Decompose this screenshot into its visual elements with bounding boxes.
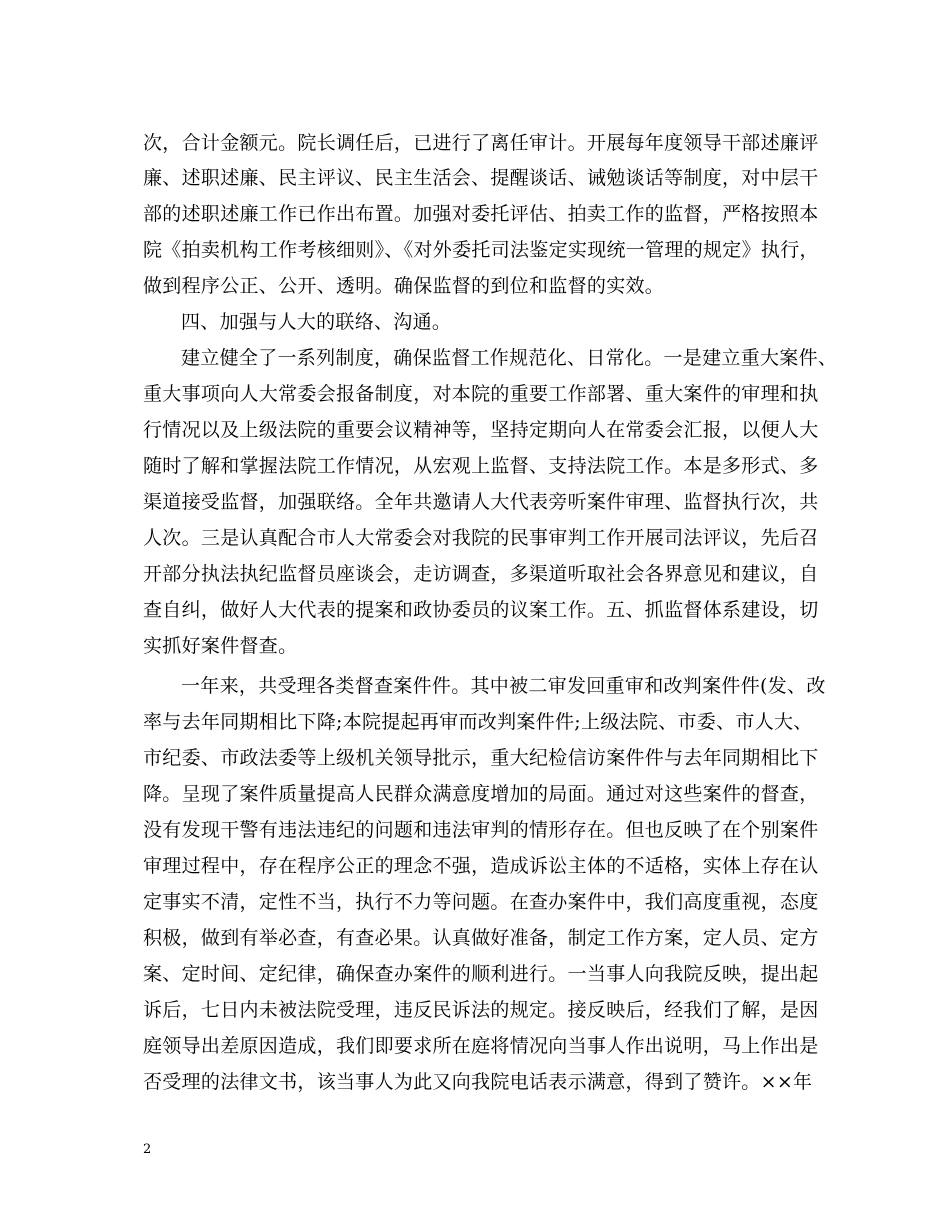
text-line: 渠道接受监督，加强联络。全年共邀请人大代表旁听案件审理、监督执行次，共: [143, 491, 819, 513]
text-line: 没有发现干警有违法违纪的问题和违法审判的情形存在。但也反映了在个别案件: [143, 819, 819, 841]
text-line: 定事实不清，定性不当，执行不力等问题。在查办案件中，我们高度重视，态度: [143, 891, 819, 913]
text-line: 否受理的法律文书，该当事人为此又向我院电话表示满意，得到了赞许。××年: [143, 1071, 813, 1093]
text-line: 查自纠，做好人大代表的提案和政协委员的议案工作。五、抓监督体系建设，切: [143, 599, 819, 621]
text-line: 诉后，七日内未被法院受理，违反民诉法的规定。接反映后，经我们了解，是因: [143, 999, 819, 1021]
text-line: 随时了解和掌握法院工作情况，从宏观上监督、支持法院工作。本是多形式、多: [143, 455, 819, 477]
text-line: 率与去年同期相比下降;本院提起再审而改判案件件;上级法院、市委、市人大、: [143, 711, 813, 733]
text-line: 次，合计金额元。院长调任后，已进行了离任审计。开展每年度领导干部述廉评: [143, 132, 819, 154]
text-line: 降。呈现了案件质量提高人民群众满意度增加的局面。通过对这些案件的督查，: [143, 783, 819, 805]
text-line: 重大事项向人大常委会报备制度，对本院的重要工作部署、重大案件的审理和执: [143, 383, 819, 405]
text-line: 开部分执法执纪监督员座谈会，走访调查，多渠道听取社会各界意见和建议，自: [143, 563, 819, 585]
text-line: 行情况以及上级法院的重要会议精神等，坚持定期向人在常委会汇报，以便人大: [143, 419, 819, 441]
text-line: 实抓好案件督查。: [143, 635, 298, 657]
text-line: 做到程序公正、公开、透明。确保监督的到位和监督的实效。: [143, 275, 665, 297]
text-line: 积极，做到有举必查，有查必果。认真做好准备，制定工作方案，定人员、定方: [143, 927, 819, 949]
text-line: 审理过程中，存在程序公正的理念不强，造成诉讼主体的不适格，实体上存在认: [143, 855, 819, 877]
text-line: 建立健全了一系列制度，确保监督工作规范化、日常化。一是建立重大案件、: [181, 347, 838, 369]
text-line: 一年来，共受理各类督查案件件。其中被二审发回重审和改判案件件(发、改: [181, 675, 826, 697]
text-line: 案、定时间、定纪律，确保查办案件的顺利进行。一当事人向我院反映，提出起: [143, 963, 819, 985]
text-line: 人次。三是认真配合市人大常委会对我院的民事审判工作开展司法评议，先后召: [143, 527, 819, 549]
text-line: 院《拍卖机构工作考核细则》、《对外委托司法鉴定实现统一管理的规定》执行，: [143, 239, 819, 261]
page-number: 2: [143, 1142, 152, 1157]
text-line: 廉、述职述廉、民主评议、民主生活会、提醒谈话、诫勉谈话等制度，对中层干: [143, 167, 819, 189]
text-line: 部的述职述廉工作已作出布置。加强对委托评估、拍卖工作的监督，严格按照本: [143, 203, 819, 225]
section-heading: 四、加强与人大的联络、沟通。: [181, 311, 452, 333]
text-line: 庭领导出差原因造成，我们即要求所在庭将情况向当事人作出说明，马上作出是: [143, 1035, 819, 1057]
text-line: 市纪委、市政法委等上级机关领导批示，重大纪检信访案件件与去年同期相比下: [143, 747, 819, 769]
